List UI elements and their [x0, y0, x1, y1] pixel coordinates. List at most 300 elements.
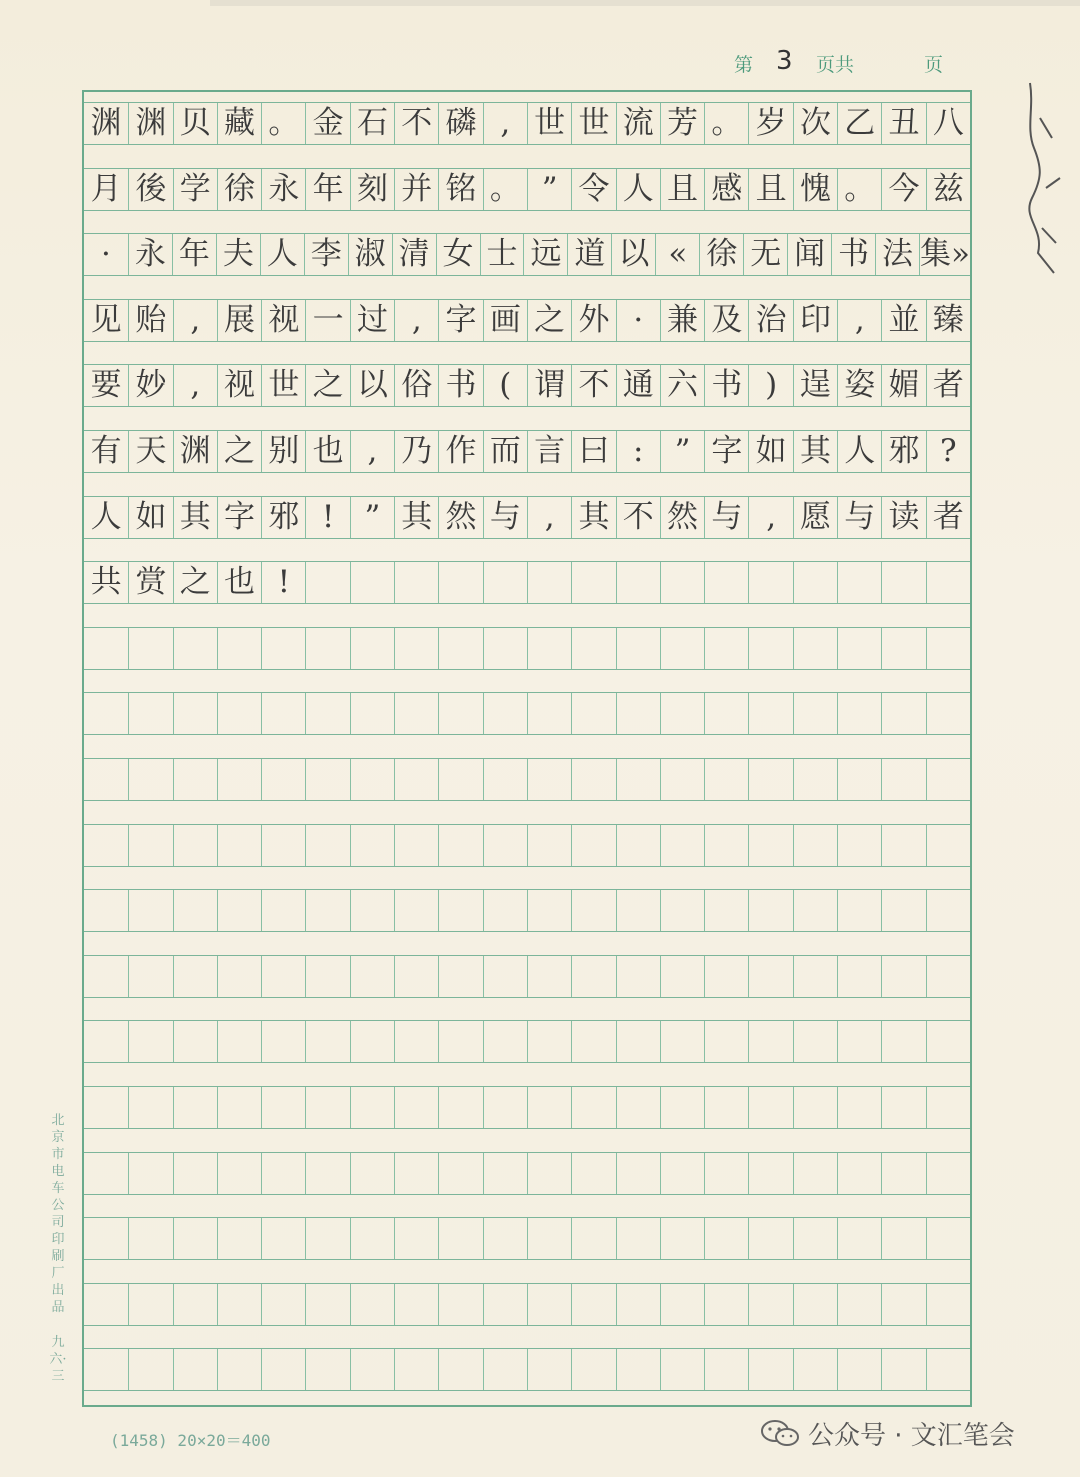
grid-cell: 夫 [216, 234, 260, 275]
grid-cell: 永 [261, 169, 305, 210]
grid-cell [173, 628, 217, 669]
grid-cell: 然 [438, 497, 482, 538]
grid-cell [926, 628, 970, 669]
grid-cell: 印 [793, 300, 837, 341]
grid-row [84, 692, 970, 735]
grid-cell [217, 759, 261, 800]
grid-cell: 书 [438, 365, 482, 406]
grid-cell [438, 825, 482, 866]
grid-cell: 要 [90, 367, 122, 404]
grid-cell [305, 759, 349, 800]
grid-cell: 並 [881, 300, 925, 341]
grid-cell [837, 1218, 881, 1259]
page-number: 3 [776, 46, 793, 76]
grid-cell [881, 1349, 925, 1390]
grid-cell [84, 825, 128, 866]
grid-cell: 乃 [394, 431, 438, 472]
grid-cell: 闻 [787, 234, 831, 275]
grid-row [84, 824, 970, 867]
grid-cell [926, 1349, 970, 1390]
grid-cell: 且 [748, 169, 792, 210]
grid-cell [748, 825, 792, 866]
grid-cell [438, 1218, 482, 1259]
grid-cell [483, 1021, 527, 1062]
grid-row [84, 955, 970, 998]
grid-cell: ! [305, 497, 349, 538]
grid-row [84, 299, 970, 342]
grid-cell: 以 [350, 365, 394, 406]
grid-cell [660, 890, 704, 931]
grid-cell: 道 [567, 234, 611, 275]
grid-cell: 作 [438, 431, 482, 472]
grid-cell [527, 1284, 571, 1325]
grid-cell: 人 [260, 234, 304, 275]
grid-cell [748, 1087, 792, 1128]
grid-cell [616, 759, 660, 800]
grid-cell: 兹 [926, 169, 970, 210]
grid-cell [881, 1153, 925, 1194]
grid-cell [217, 628, 261, 669]
grid-cell [660, 1349, 704, 1390]
grid-cell [173, 1218, 217, 1259]
grid-cell: 邪 [881, 431, 925, 472]
grid-cell [881, 562, 925, 603]
grid-cell: 今 [881, 169, 925, 210]
grid-cell: 画 [483, 300, 527, 341]
grid-cell [173, 1349, 217, 1390]
grid-cell: 与 [837, 497, 881, 538]
grid-cell [305, 1153, 349, 1194]
grid-cell [84, 1021, 128, 1062]
grid-cell [660, 693, 704, 734]
grid-cell: 渊 [90, 105, 122, 141]
grid-cell: 以 [611, 234, 655, 275]
grid-cell: ) [748, 365, 792, 406]
grid-cell: 然 [660, 497, 704, 538]
grid-row [84, 233, 970, 276]
grid-cell [527, 1218, 571, 1259]
grid-cell [350, 1087, 394, 1128]
grid-cell [616, 1021, 660, 1062]
grid-cell [527, 562, 571, 603]
grid-cell [305, 890, 349, 931]
grid-cell: 之 [173, 562, 217, 603]
grid-cell: 人 [616, 169, 660, 210]
grid-cell [837, 628, 881, 669]
grid-cell [350, 693, 394, 734]
grid-cell [350, 562, 394, 603]
grid-cell: 治 [748, 300, 792, 341]
grid-cell [305, 1284, 349, 1325]
grid-cell [394, 1349, 438, 1390]
grid-cell: 月 [90, 170, 122, 207]
grid-cell [128, 825, 172, 866]
grid-cell [926, 562, 970, 603]
grid-cell: 字 [438, 300, 482, 341]
grid-cell [217, 1218, 261, 1259]
grid-cell [660, 1218, 704, 1259]
grid-cell [571, 956, 615, 997]
grid-cell [660, 628, 704, 669]
grid-cell [837, 1153, 881, 1194]
grid-cell [217, 1349, 261, 1390]
manuscript-grid [82, 90, 972, 1407]
grid-row [84, 1217, 970, 1260]
grid-cell [527, 628, 571, 669]
grid-cell: 人 [90, 498, 122, 535]
grid-cell [217, 1153, 261, 1194]
grid-cell [128, 956, 172, 997]
grid-cell: 赏 [128, 562, 172, 603]
grid-cell [128, 1218, 172, 1259]
margin-scribble-icon [1020, 78, 1070, 278]
grid-cell [128, 1284, 172, 1325]
grid-cell: , [837, 300, 881, 341]
grid-cell [483, 1218, 527, 1259]
grid-cell [571, 825, 615, 866]
grid-cell [438, 956, 482, 997]
grid-cell [748, 1284, 792, 1325]
grid-cell: 。 [483, 169, 527, 210]
grid-cell: 字 [704, 431, 748, 472]
grid-cell: 外 [571, 300, 615, 341]
grid-cell: 过 [350, 300, 394, 341]
grid-cell: 愿 [793, 497, 837, 538]
grid-cell: 。 [261, 103, 305, 144]
grid-cell [926, 1284, 970, 1325]
grid-cell [128, 1349, 172, 1390]
grid-cell: ( [483, 365, 527, 406]
grid-cell [660, 1087, 704, 1128]
grid-cell [837, 956, 881, 997]
grid-cell [748, 628, 792, 669]
grid-cell [350, 1021, 394, 1062]
grid-cell [527, 1087, 571, 1128]
grid-cell [173, 1021, 217, 1062]
grid-cell [305, 1349, 349, 1390]
grid-cell: 及 [704, 300, 748, 341]
grid-cell: 法 [875, 234, 919, 275]
grid-cell [793, 1349, 837, 1390]
grid-cell [571, 1087, 615, 1128]
grid-cell: 与 [704, 497, 748, 538]
grid-cell [571, 1153, 615, 1194]
grid-cell: 贝 [173, 103, 217, 144]
grid-cell [261, 628, 305, 669]
grid-cell: 读 [881, 497, 925, 538]
grid-cell [128, 890, 172, 931]
grid-cell [926, 825, 970, 866]
grid-cell: 感 [704, 169, 748, 210]
grid-cell [438, 1284, 482, 1325]
grid-cell: 年 [172, 234, 216, 275]
grid-cell [350, 759, 394, 800]
grid-cell [660, 1153, 704, 1194]
grid-cell [84, 1153, 128, 1194]
grid-cell [704, 1349, 748, 1390]
grid-cell [483, 956, 527, 997]
grid-cell: 之 [305, 365, 349, 406]
grid-cell [881, 890, 925, 931]
grid-cell [394, 1218, 438, 1259]
grid-cell [305, 693, 349, 734]
grid-cell [261, 1349, 305, 1390]
grid-cell: 并 [394, 169, 438, 210]
grid-cell [483, 1153, 527, 1194]
grid-cell: « [655, 234, 699, 275]
grid-cell [394, 1021, 438, 1062]
grid-cell: · [101, 236, 111, 273]
grid-cell [571, 1284, 615, 1325]
grid-cell [394, 1153, 438, 1194]
grid-cell [571, 1021, 615, 1062]
grid-cell: 徐 [699, 234, 743, 275]
grid-cell [793, 956, 837, 997]
grid-cell [837, 1087, 881, 1128]
grid-cell [837, 1349, 881, 1390]
grid-cell [571, 759, 615, 800]
grid-cell [483, 825, 527, 866]
grid-cell [748, 562, 792, 603]
grid-cell [793, 1153, 837, 1194]
grid-cell [748, 1153, 792, 1194]
grid-cell [571, 1349, 615, 1390]
grid-cell [793, 693, 837, 734]
grid-cell [926, 1021, 970, 1062]
watermark [760, 1415, 1015, 1451]
grid-cell [571, 628, 615, 669]
grid-cell [84, 693, 128, 734]
grid-cell [483, 693, 527, 734]
grid-cell [926, 759, 970, 800]
grid-cell: 无 [743, 234, 787, 275]
grid-row [84, 364, 970, 407]
grid-cell [84, 1349, 128, 1390]
grid-cell [261, 1087, 305, 1128]
grid-cell: , [173, 365, 217, 406]
grid-cell [438, 1153, 482, 1194]
grid-cell [261, 759, 305, 800]
grid-cell [261, 1218, 305, 1259]
grid-cell: 芳 [660, 103, 704, 144]
grid-cell: 士 [480, 234, 524, 275]
grid-cell: 刻 [350, 169, 394, 210]
grid-cell: 如 [128, 497, 172, 538]
grid-cell [881, 1218, 925, 1259]
grid-cell [748, 1349, 792, 1390]
grid-cell: 其 [173, 497, 217, 538]
grid-cell: 也 [217, 562, 261, 603]
grid-cell: 俗 [394, 365, 438, 406]
header-ye-gong: 页共 [816, 54, 855, 76]
grid-cell [438, 693, 482, 734]
grid-cell: 八 [926, 103, 970, 144]
grid-cell: 也 [305, 431, 349, 472]
grid-cell [483, 628, 527, 669]
grid-cell [261, 890, 305, 931]
grid-cell: 贻 [128, 300, 172, 341]
grid-cell [793, 562, 837, 603]
grid-cell: 逞 [793, 365, 837, 406]
grid-cell [793, 628, 837, 669]
grid-cell [173, 890, 217, 931]
grid-cell: 书 [704, 365, 748, 406]
grid-cell [616, 1284, 660, 1325]
grid-cell [305, 1218, 349, 1259]
grid-cell [704, 562, 748, 603]
grid-cell [616, 1087, 660, 1128]
grid-cell [704, 1153, 748, 1194]
grid-cell: 徐 [217, 169, 261, 210]
grid-cell [660, 956, 704, 997]
grid-cell [881, 1021, 925, 1062]
grid-cell [350, 1284, 394, 1325]
grid-cell [217, 825, 261, 866]
grid-cell [616, 1153, 660, 1194]
grid-row [84, 496, 970, 539]
grid-cell [527, 1021, 571, 1062]
grid-cell: 通 [616, 365, 660, 406]
grid-cell [616, 890, 660, 931]
grid-cell: , [483, 103, 527, 144]
grid-cell: 与 [483, 497, 527, 538]
grid-cell [704, 1087, 748, 1128]
grid-cell: 次 [793, 103, 837, 144]
grid-cell [926, 693, 970, 734]
grid-cell: 视 [217, 365, 261, 406]
grid-cell: 。 [837, 169, 881, 210]
grid-cell: 天 [128, 431, 172, 472]
grid-cell [660, 1284, 704, 1325]
watermark-text: 公众号 · 文汇笔会 [808, 1420, 1015, 1451]
grid-cell: 妙 [128, 365, 172, 406]
grid-cell [217, 693, 261, 734]
grid-cell [926, 956, 970, 997]
grid-cell [483, 759, 527, 800]
grid-cell [748, 693, 792, 734]
grid-cell [704, 693, 748, 734]
grid-cell [704, 759, 748, 800]
grid-cell: 丑 [881, 103, 925, 144]
grid-cell [837, 562, 881, 603]
grid-cell: 後 [128, 169, 172, 210]
grid-cell [394, 562, 438, 603]
grid-cell [748, 890, 792, 931]
grid-cell: , [173, 300, 217, 341]
grid-spec-print: (1458) 20×20＝400 [110, 1431, 271, 1450]
grid-cell: 李 [304, 234, 348, 275]
grid-cell: 媚 [881, 365, 925, 406]
grid-cell [704, 825, 748, 866]
grid-row [84, 1020, 970, 1063]
grid-cell [261, 693, 305, 734]
grid-cell: 铭 [438, 169, 482, 210]
grid-cell [527, 693, 571, 734]
grid-cell [527, 956, 571, 997]
grid-cell: 永 [128, 234, 172, 275]
grid-cell [173, 1153, 217, 1194]
grid-row [84, 1283, 970, 1326]
grid-cell [483, 1284, 527, 1325]
grid-cell: ” [527, 169, 571, 210]
grid-cell [217, 1021, 261, 1062]
grid-cell [881, 628, 925, 669]
grid-cell [438, 1021, 482, 1062]
grid-cell [173, 825, 217, 866]
grid-cell: 人 [837, 431, 881, 472]
grid-cell: 一 [305, 300, 349, 341]
grid-cell [394, 759, 438, 800]
grid-cell: 见 [90, 301, 122, 338]
grid-cell: 。 [704, 103, 748, 144]
grid-cell [305, 956, 349, 997]
grid-cell [173, 1284, 217, 1325]
grid-cell [837, 759, 881, 800]
grid-cell [571, 562, 615, 603]
grid-cell: 视 [261, 300, 305, 341]
grid-cell: 学 [173, 169, 217, 210]
print-date: 九六·三 [49, 1335, 67, 1384]
grid-cell [660, 825, 704, 866]
grid-cell: 者 [926, 365, 970, 406]
grid-cell [881, 1087, 925, 1128]
grid-cell [483, 890, 527, 931]
grid-cell: , [527, 497, 571, 538]
grid-cell [748, 956, 792, 997]
grid-cell [748, 759, 792, 800]
grid-cell: , [394, 300, 438, 341]
grid-cell [84, 956, 128, 997]
grid-cell [305, 825, 349, 866]
grid-cell [217, 956, 261, 997]
grid-cell [881, 956, 925, 997]
grid-cell [793, 890, 837, 931]
grid-cell [793, 1087, 837, 1128]
grid-cell [704, 1284, 748, 1325]
grid-row [84, 889, 970, 932]
grid-cell [394, 693, 438, 734]
grid-cell: 集» [919, 234, 970, 275]
grid-cell [128, 628, 172, 669]
grid-cell [527, 890, 571, 931]
grid-cell [128, 1087, 172, 1128]
publisher-text: 北京市电车公司印刷厂出品 [51, 1113, 65, 1315]
grid-cell [261, 956, 305, 997]
grid-cell [438, 628, 482, 669]
grid-cell: 字 [217, 497, 261, 538]
grid-cell [350, 890, 394, 931]
grid-cell [305, 628, 349, 669]
grid-cell: 而 [483, 431, 527, 472]
header-ye: 页 [924, 54, 944, 76]
grid-cell [394, 825, 438, 866]
grid-row [84, 627, 970, 670]
grid-cell [704, 1218, 748, 1259]
grid-cell: 书 [831, 234, 875, 275]
grid-cell [527, 759, 571, 800]
grid-cell [217, 890, 261, 931]
grid-cell [660, 1021, 704, 1062]
grid-cell [793, 825, 837, 866]
grid-cell [173, 759, 217, 800]
grid-cell [483, 562, 527, 603]
grid-cell: ” [350, 497, 394, 538]
grid-cell [173, 956, 217, 997]
grid-cell [438, 1349, 482, 1390]
grid-cell [84, 1284, 128, 1325]
grid-cell: 别 [261, 431, 305, 472]
grid-cell [748, 1218, 792, 1259]
